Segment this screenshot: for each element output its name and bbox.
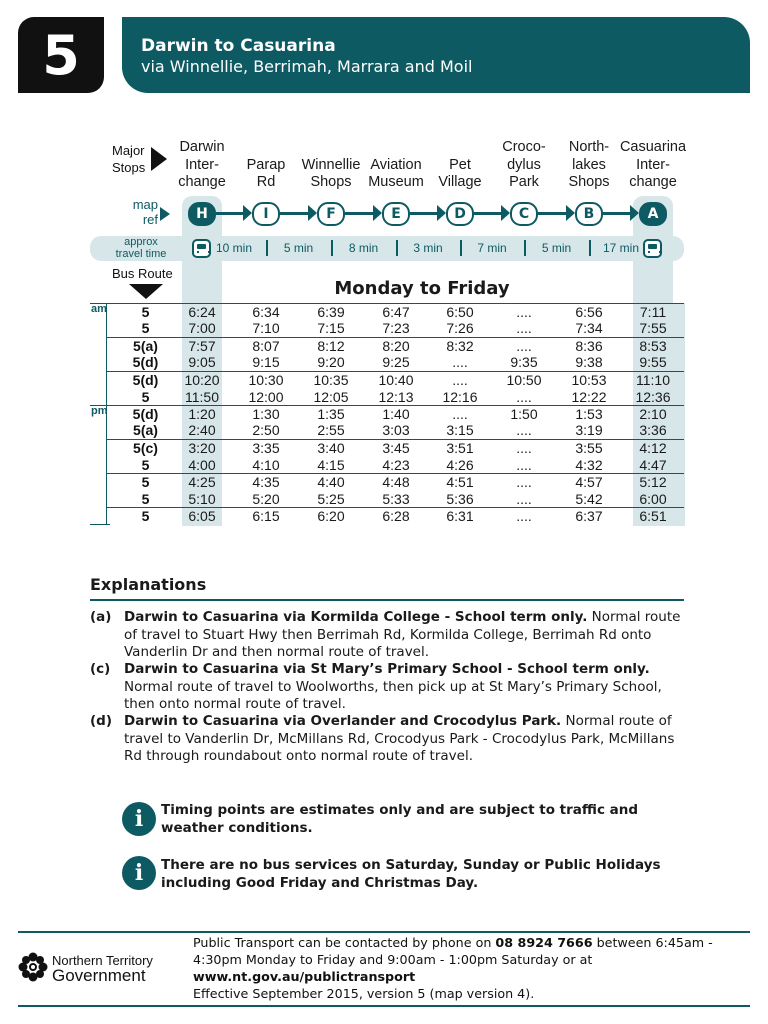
- departure-time: 4:32: [575, 457, 603, 473]
- departure-time: 4:10: [252, 457, 280, 473]
- departure-time: 3:15: [446, 422, 474, 438]
- departure-time: 3:03: [382, 422, 410, 438]
- bus-route-code: 5(d): [132, 406, 159, 422]
- timing-notice: Timing points are estimates only and are subject to traffic and weather conditions.: [161, 802, 639, 836]
- departure-time: 9:55: [639, 354, 667, 370]
- pm-label: pm: [91, 405, 108, 417]
- departure-time: 3:35: [252, 440, 280, 456]
- departure-time: 3:51: [446, 440, 474, 456]
- departure-time: ....: [516, 422, 532, 438]
- departure-time: ....: [516, 304, 532, 320]
- am-label: am: [91, 303, 107, 315]
- departure-time: 10:50: [506, 372, 542, 388]
- info-icon: i: [122, 802, 156, 836]
- route-title: Darwin to Casuarina: [141, 36, 336, 56]
- departure-time: 2:50: [252, 422, 280, 438]
- departure-time: 8:53: [639, 338, 667, 354]
- bus-route-code: 5(d): [132, 354, 159, 370]
- arrow-right-icon: [308, 205, 317, 221]
- departure-time: 5:10: [188, 491, 216, 507]
- departure-time: 3:20: [188, 440, 216, 456]
- bus-route-code: 5: [141, 508, 150, 524]
- map-ref-label: map ref: [132, 197, 158, 227]
- departure-time: 11:10: [636, 372, 670, 388]
- departure-time: 1:53: [575, 406, 603, 422]
- stop-name: Casuarina Inter- change: [619, 139, 687, 190]
- title-banner: [122, 17, 750, 93]
- departure-time: 10:40: [378, 372, 414, 388]
- departure-time: 9:38: [575, 354, 603, 370]
- departure-time: 7:57: [188, 338, 216, 354]
- travel-time-divider: [589, 240, 591, 256]
- departure-time: 2:10: [639, 406, 667, 422]
- bus-route-code: 5(c): [133, 440, 158, 456]
- departure-time: 4:40: [317, 474, 345, 490]
- departure-time: 6:00: [639, 491, 667, 507]
- travel-time-segment: 5 min: [541, 241, 572, 255]
- departure-time: 8:12: [317, 338, 345, 354]
- bus-route-code: 5(d): [132, 372, 159, 388]
- departure-time: 10:35: [313, 372, 349, 388]
- travel-time-divider: [396, 240, 398, 256]
- departure-time: 1:35: [317, 406, 345, 422]
- departure-time: 9:05: [188, 354, 216, 370]
- departure-time: 7:15: [317, 320, 345, 336]
- departure-time: 12:36: [635, 389, 671, 405]
- departure-time: 6:31: [446, 508, 474, 524]
- bus-route-code: 5: [141, 389, 150, 405]
- contact-info: Public Transport can be contacted by phone on 08 8924 7666 between 6:45am - 4:30pm Monday to Friday and 9:00am - 1:00pm Saturday or at www.nt.gov.au/publictransport Effective September 2015, version 5 (map version 4).: [193, 935, 713, 1001]
- service-days-heading: Monday to Friday: [334, 278, 510, 299]
- departure-time: ....: [516, 320, 532, 336]
- departure-time: 3:40: [317, 440, 345, 456]
- explanation-item: Darwin to Casuarina via St Mary’s Primary School - School term only. Normal route of travel to Woolworths, then pick up at St Mary’s Primary School, then onto normal route of travel.: [124, 661, 662, 712]
- bus-route-code: 5: [141, 474, 150, 490]
- stop-name: North- lakes Shops: [568, 139, 610, 190]
- map-ref-marker: I: [252, 202, 280, 226]
- am-side-rule: [106, 303, 107, 405]
- departure-time: 5:33: [382, 491, 410, 507]
- footer-rule: [18, 931, 750, 933]
- departure-time: 5:12: [639, 474, 667, 490]
- departure-time: ....: [516, 491, 532, 507]
- departure-time: 12:22: [571, 389, 607, 405]
- departure-time: ....: [516, 508, 532, 524]
- bus-route-code: 5: [141, 320, 150, 336]
- holiday-notice: There are no bus services on Saturday, Sunday or Public Holidays including Good Friday and Christmas Day.: [161, 857, 661, 891]
- route-connector: [345, 212, 374, 215]
- departure-time: 6:34: [252, 304, 280, 320]
- explanation-code: (a): [90, 609, 112, 625]
- departure-time: 6:24: [188, 304, 216, 320]
- departure-time: 7:34: [575, 320, 603, 336]
- departure-time: 5:20: [252, 491, 280, 507]
- departure-time: 6:47: [382, 304, 410, 320]
- travel-time-segment: 17 min: [602, 241, 640, 255]
- map-ref-marker: B: [575, 202, 603, 226]
- departure-time: 10:53: [571, 372, 607, 388]
- departure-time: 4:57: [575, 474, 603, 490]
- effective-date: Effective September 2015, version 5 (map version 4).: [193, 986, 535, 1001]
- travel-time-segment: 7 min: [477, 241, 507, 255]
- departure-time: 11:50: [185, 389, 219, 405]
- departure-time: 8:36: [575, 338, 603, 354]
- stop-name: Parap Rd: [246, 156, 286, 190]
- arrow-right-icon: [566, 205, 575, 221]
- explanation-code: (c): [90, 661, 111, 677]
- departure-time: ....: [452, 354, 468, 370]
- departure-time: 4:48: [382, 474, 410, 490]
- departure-time: 1:50: [510, 406, 538, 422]
- departure-time: 6:20: [317, 508, 345, 524]
- departure-time: 10:20: [184, 372, 220, 388]
- footer-bottom-rule: [18, 1005, 750, 1007]
- departure-time: 6:51: [639, 508, 667, 524]
- departure-time: 4:23: [382, 457, 410, 473]
- map-ref-marker: E: [382, 202, 410, 226]
- departure-time: 7:55: [639, 320, 667, 336]
- departure-time: 7:23: [382, 320, 410, 336]
- departure-time: 6:05: [188, 508, 216, 524]
- departure-time: 5:36: [446, 491, 474, 507]
- arrow-right-icon: [373, 205, 382, 221]
- website-link[interactable]: www.nt.gov.au/publictransport: [193, 969, 416, 984]
- departure-time: 6:56: [575, 304, 603, 320]
- arrow-right-icon: [501, 205, 510, 221]
- travel-time-divider: [266, 240, 268, 256]
- departure-time: 5:25: [317, 491, 345, 507]
- route-connector: [280, 212, 309, 215]
- departure-time: 8:32: [446, 338, 474, 354]
- departure-time: ....: [516, 440, 532, 456]
- departure-time: 2:55: [317, 422, 345, 438]
- departure-time: ....: [452, 372, 468, 388]
- departure-time: 6:15: [252, 508, 280, 524]
- departure-time: 3:19: [575, 422, 603, 438]
- travel-time-segment: 5 min: [283, 241, 314, 255]
- travel-time-segment: 3 min: [413, 241, 443, 255]
- departure-time: 12:13: [378, 389, 414, 405]
- departure-time: 12:16: [442, 389, 478, 405]
- departure-time: 4:47: [639, 457, 667, 473]
- departure-time: ....: [516, 474, 532, 490]
- departure-time: 2:40: [188, 422, 216, 438]
- route-connector: [474, 212, 502, 215]
- departure-time: 4:15: [317, 457, 345, 473]
- departure-time: 10:30: [248, 372, 284, 388]
- departure-time: ....: [452, 406, 468, 422]
- departure-time: 9:35: [510, 354, 538, 370]
- route-connector: [410, 212, 438, 215]
- route-number-badge: 5: [18, 17, 104, 93]
- departure-time: 7:11: [639, 304, 667, 320]
- departure-time: 12:00: [248, 389, 284, 405]
- arrow-right-icon: [437, 205, 446, 221]
- bus-route-code: 5: [141, 491, 150, 507]
- arrow-right-icon: [630, 205, 639, 221]
- stop-name: Winnellie Shops: [301, 156, 361, 190]
- map-ref-marker: A: [639, 202, 667, 226]
- bus-route-arrow-icon: [129, 284, 163, 299]
- map-ref-marker: D: [446, 202, 474, 226]
- departure-time: 8:07: [252, 338, 280, 354]
- bus-route-label: Bus Route: [112, 266, 173, 281]
- map-ref-marker: C: [510, 202, 538, 226]
- map-ref-marker: F: [317, 202, 345, 226]
- departure-time: 9:15: [252, 354, 280, 370]
- travel-time-segment: 10 min: [215, 241, 253, 255]
- departure-time: 9:20: [317, 354, 345, 370]
- departure-time: 6:39: [317, 304, 345, 320]
- departure-time: 6:28: [382, 508, 410, 524]
- nt-government-logo-icon: [18, 952, 48, 982]
- route-connector: [216, 212, 244, 215]
- stop-name: Darwin Inter- change: [178, 139, 226, 190]
- travel-time-divider: [524, 240, 526, 256]
- table-bottom-rule: [90, 524, 110, 525]
- departure-time: 1:40: [382, 406, 410, 422]
- departure-time: 3:55: [575, 440, 603, 456]
- logo-text-line2: Government: [52, 966, 146, 985]
- departure-time: ....: [516, 389, 532, 405]
- route-connector: [603, 212, 631, 215]
- explanation-code: (d): [90, 713, 113, 729]
- departure-time: 9:25: [382, 354, 410, 370]
- departure-time: 1:30: [252, 406, 280, 422]
- departure-time: 1:20: [188, 406, 216, 422]
- departure-time: 6:50: [446, 304, 474, 320]
- logo-text-line1: Northern Territory: [52, 953, 153, 968]
- map-ref-arrow-icon: [160, 207, 170, 221]
- departure-time: ....: [516, 338, 532, 354]
- bus-route-code: 5(a): [133, 422, 158, 438]
- arrow-right-icon: [243, 205, 252, 221]
- departure-time: 7:10: [252, 320, 280, 336]
- stop-name: Pet Village: [438, 156, 482, 190]
- departure-time: 3:45: [382, 440, 410, 456]
- departure-time: 7:26: [446, 320, 474, 336]
- pm-side-rule: [106, 405, 107, 525]
- bus-route-code: 5(a): [133, 338, 158, 354]
- departure-time: 6:37: [575, 508, 603, 524]
- explanation-item: Darwin to Casuarina via Overlander and Crocodylus Park. Normal route of travel to Vanderlin Dr, McMillans Rd, Crocodyus Park - Crocodylus Park, McMillans Rd through roundabout onto normal route of travel.: [124, 713, 675, 764]
- travel-time-divider: [331, 240, 333, 256]
- stop-name: Aviation Museum: [368, 156, 424, 190]
- departure-time: 4:00: [188, 457, 216, 473]
- stop-name: Croco- dylus Park: [502, 139, 546, 190]
- departure-time: 4:35: [252, 474, 280, 490]
- phone-number: 08 8924 7666: [495, 935, 593, 950]
- info-icon: i: [122, 856, 156, 890]
- travel-time-label: approx travel time: [115, 236, 167, 260]
- major-stops-label: Major Stops: [112, 143, 146, 175]
- departure-time: 4:12: [639, 440, 667, 456]
- bus-route-code: 5: [141, 304, 150, 320]
- departure-time: 5:42: [575, 491, 603, 507]
- departure-time: 4:26: [446, 457, 474, 473]
- route-subtitle: via Winnellie, Berrimah, Marrara and Moil: [141, 57, 473, 76]
- bus-route-code: 5: [141, 457, 150, 473]
- map-ref-marker: H: [188, 202, 216, 226]
- travel-time-segment: 8 min: [348, 241, 379, 255]
- explanations-rule: [90, 599, 684, 601]
- explanation-item: Darwin to Casuarina via Kormilda College - School term only. Normal route of travel to Stuart Hwy then Berrimah Rd, Kormilda College, Berrimah Rd onto Vanderlin Dr and then normal route of travel.: [124, 609, 681, 660]
- departure-time: 4:51: [446, 474, 474, 490]
- route-connector: [538, 212, 567, 215]
- departure-time: 12:05: [313, 389, 349, 405]
- travel-time-divider: [460, 240, 462, 256]
- departure-time: ....: [516, 457, 532, 473]
- departure-time: 3:36: [639, 422, 667, 438]
- explanations-heading: Explanations: [90, 575, 207, 594]
- departure-time: 8:20: [382, 338, 410, 354]
- departure-time: 7:00: [188, 320, 216, 336]
- departure-time: 4:25: [188, 474, 216, 490]
